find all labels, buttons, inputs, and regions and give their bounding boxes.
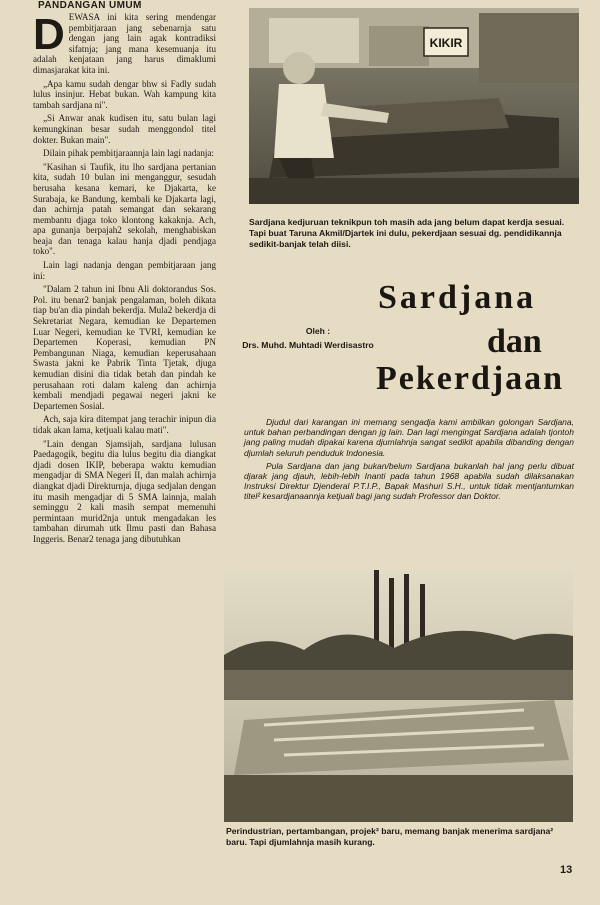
paragraph: „Si Anwar anak kudisen itu, satu bulan lagi kemungkinan besar sudah menggondol titel dokter. Bukan main".: [33, 113, 216, 145]
article-title-line-3: Pekerdjaan: [376, 360, 565, 397]
intro-paragraph: Djudul dari karangan ini memang sengadja kami ambilkan golongan Sardjana, untuk bahan perbandingan dengan jg lain. Dan lagi mengingat Sardjana adalah tjontoh jang paling mudah dipakai karena djumlahnja sangat sedikit apabila dibanding dengan djumlah seluruh penduduk Indonesia.: [244, 417, 574, 458]
workshop-photo-caption: Sardjana kedjuruan teknikpun toh masih ada jang belum dapat kerdja sesuai. Tapi buat Taruna Akmil/Djartek ini dulu, pekerdjaan sesuai dg. pendidikannja sedikit-banjak telah diisi.: [249, 217, 565, 249]
paragraph: Dilain pihak pembitjaraannja lain lagi nadanja:: [43, 148, 214, 159]
section-label: PANDANGAN UMUM: [38, 0, 142, 11]
workshop-sign-text: KIKIR: [429, 36, 463, 50]
article-intro: [244, 417, 574, 505]
left-column-text: [33, 12, 216, 852]
workshop-photo-illustration: [249, 8, 579, 204]
article-title-line-1: Sardjana: [378, 279, 537, 316]
paragraph: „Apa kamu sudah dengar bhw si Fadly sudah lulus insinjur. Hebat bukan. Wah kampung kita tambah sardjana ni".: [33, 78, 216, 110]
workshop-photo: [249, 8, 579, 204]
byline-label: Oleh :: [305, 326, 331, 336]
paragraph: Ach, saja kira ditempat jang terachir inipun dia tidak akan lama, ketjuali kalau mati".: [33, 414, 216, 435]
drop-cap: D: [33, 12, 65, 59]
industrial-site-illustration: [224, 570, 573, 822]
industrial-site-photo: [224, 570, 573, 822]
paragraph: Lain lagi nadanja dengan pembitjaraan jang ini:: [33, 260, 216, 281]
article-title-line-2: dan: [487, 323, 542, 360]
industrial-photo-caption: Perindustrian, pertambangan, projek² baru, memang banjak menerima sardjana² baru. Tapi djumlahnja masih kurang.: [226, 826, 554, 847]
paragraph: "Kasihan si Taufik, itu lho sardjana pertanian kita, sudah 10 bulan ini menganggur, sesudah berusaha kesana kemari, ke Djakarta, ke Surabaja, ke Bandung, kembali ke Djakarta lagi, dan achirnja patah semangat dan sekarang membantu djaga toko klontong kakaknja. Ach, apa gunanja berpajah2 sekolah, menghabiskan beaja dan tenaga kalau hanja djadi pendjaga toko".: [33, 161, 216, 257]
intro-paragraph: Pula Sardjana dan jang bukan/belum Sardjana bukanlah hal jang perlu dibuat djarak jang djauh, lebih-lebih Inanti pada tahun 1968 apabila sudah dilaksanakan Instruksi Direktur Djenderal P.T.I.P., Bapak Mashuri S.H., untuk tidak mentjantumkan titel² kesardjanaannja ketjuali bagi jang sudah Professor dan Doktor.: [244, 460, 574, 502]
byline-author: Drs. Muhd. Muhtadi Werdisastro: [242, 340, 374, 350]
paragraph: "Lain dengan Sjamsijah, sardjana lulusan Paedagogik, begitu dia lulus begitu dia diangkat djadi dosen IKIP, beberapa waktu kemudian mengadjar di SMA Negeri II, dan malah achirnja diangkat djadi Direkturnja, djuga sedjalan dengan itu masih mengadjar di 5 SMA lainnja, malah seminggu 2 kali masih sempat memenuhi permintaan murid2nja untuk mengadakan les tambahan dirumah utk Ilmu pasti dan Bahasa Inggeris. Benar2 tenaga jang dibutuhkan: [33, 438, 216, 544]
paragraph: EWASA ini kita sering mendengar pembitjaraan jang sebenarnja satu dengan jang lain agak kontradiksi sifatnja; jang mana kesemuanja itu adalah kenjataan jang harus dimaklumi dimasjarakat kita ini.: [33, 12, 216, 75]
paragraph: "Dalam 2 tahun ini Ibnu Ali doktorandus Sos. Pol. itu benar2 banjak pengalaman, boleh dikata tiap bu'an dia pindah bekerdja. Mula2 bekerdja di Sekretariat Negara, kemudian ke Departemen Luar Negeri, kemudian ke TVRI, kemudian ke Departemen Koperasi, kemudian PN Pembangunan Niaga, kemudian keperusahaan Swasta jakni ke Pabrik Tinta Tjetak, djuga kemudian disini dia tidak betah dan pindah ke perusahaan roti dalam kaleng dan achirnja kembali mendjadi pegawai negeri jakni ke Departemen Sosial.: [33, 284, 216, 411]
page-number: 13: [560, 864, 573, 876]
